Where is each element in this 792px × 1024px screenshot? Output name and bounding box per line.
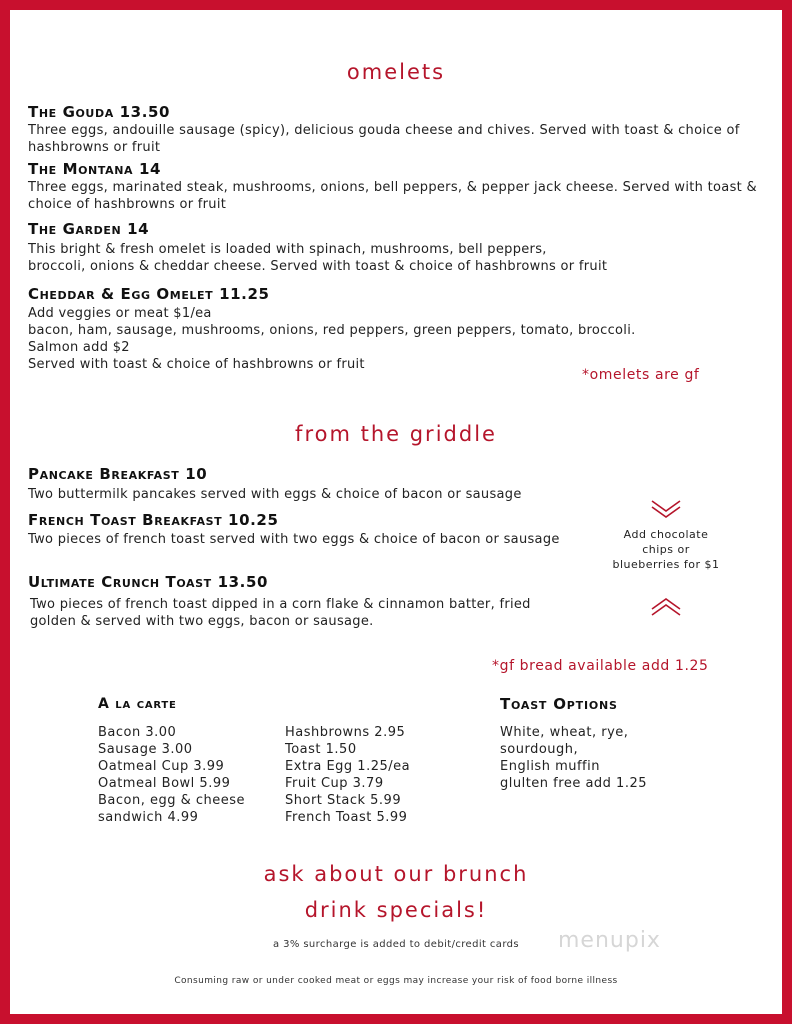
- list-item: Fruit Cup 3.79: [285, 776, 384, 791]
- a-la-carte-title: A la carte: [98, 696, 177, 712]
- item-gouda-name: The Gouda 13.50: [28, 103, 171, 121]
- chevron-down-icon: [648, 497, 684, 523]
- item-pancake-desc: Two buttermilk pancakes served with eggs & choice of bacon or sausage: [28, 487, 522, 502]
- gf-bread-note: *gf bread available add 1.25: [492, 658, 709, 674]
- desc-line: This bright & fresh omelet is loaded with spinach, mushrooms, bell peppers,: [28, 242, 547, 257]
- omelets-gf-note: *omelets are gf: [582, 367, 700, 383]
- food-safety-warning: Consuming raw or under cooked meat or eggs may increase your risk of food borne illness: [174, 976, 618, 986]
- desc-line: Salmon add $2: [28, 340, 130, 355]
- toast-options-list: [500, 724, 647, 792]
- item-pancake-name: Pancake Breakfast 10: [28, 465, 208, 483]
- list-item: English muffin: [500, 759, 600, 774]
- item-cheddar-desc: [28, 305, 768, 373]
- brunch-specials-line2: drink specials!: [304, 898, 488, 922]
- list-item: Toast 1.50: [285, 742, 357, 757]
- list-item: Oatmeal Bowl 5.99: [98, 776, 231, 791]
- desc-line: broccoli, onions & cheddar cheese. Served with toast & choice of hashbrowns or fruit: [28, 259, 608, 274]
- list-item: Bacon, egg & cheese: [98, 793, 246, 808]
- surcharge-note: a 3% surcharge is added to debit/credit cards: [272, 939, 520, 950]
- watermark-logo: menupix: [558, 928, 661, 953]
- menu-page: [10, 10, 782, 1014]
- list-item: Short Stack 5.99: [285, 793, 402, 808]
- list-item: sourdough,: [500, 742, 579, 757]
- list-item: sandwich 4.99: [98, 810, 199, 825]
- desc-line: bacon, ham, sausage, mushrooms, onions, red peppers, green peppers, tomato, broccoli.: [28, 323, 636, 338]
- list-item: French Toast 5.99: [285, 810, 408, 825]
- item-gouda-desc: Three eggs, andouille sausage (spicy), delicious gouda cheese and chives. Served with toast & choice of hashbrowns or fruit: [28, 123, 740, 155]
- add-ons-note: Add chocolate chips or blueberries for $1: [612, 528, 720, 571]
- list-item: Bacon 3.00: [98, 725, 177, 740]
- list-item: Extra Egg 1.25/ea: [285, 759, 411, 774]
- item-garden-name: The Garden 14: [28, 220, 150, 238]
- item-garden-desc: [28, 241, 768, 275]
- item-montana-desc: Three eggs, marinated steak, mushrooms, onions, bell peppers, & pepper jack cheese. Served with toast & choice of hashbrowns or fruit: [28, 180, 757, 212]
- item-crunch-toast-name: Ultimate Crunch Toast 13.50: [28, 573, 269, 591]
- item-cheddar-name: Cheddar & Egg Omelet 11.25: [28, 285, 270, 303]
- omelets-title: omelets: [346, 60, 446, 84]
- griddle-title: from the griddle: [295, 422, 497, 446]
- desc-line: Add veggies or meat $1/ea: [28, 306, 212, 321]
- toast-options-title: Toast Options: [500, 695, 618, 713]
- a-la-carte-col1: [98, 724, 245, 826]
- chevron-up-icon: [648, 593, 684, 619]
- list-item: Hashbrowns 2.95: [285, 725, 406, 740]
- item-french-toast-name: French Toast Breakfast 10.25: [28, 511, 279, 529]
- a-la-carte-col2: [285, 724, 410, 826]
- item-french-toast-desc: Two pieces of french toast served with two eggs & choice of bacon or sausage: [28, 532, 560, 547]
- list-item: glulten free add 1.25: [500, 776, 647, 791]
- item-crunch-toast-desc: Two pieces of french toast dipped in a corn flake & cinnamon batter, fried golden & served with two eggs, bacon or sausage.: [30, 597, 531, 629]
- list-item: White, wheat, rye,: [500, 725, 629, 740]
- list-item: Oatmeal Cup 3.99: [98, 759, 225, 774]
- desc-line: Served with toast & choice of hashbrowns or fruit: [28, 357, 365, 372]
- brunch-specials-line1: ask about our brunch: [263, 862, 529, 886]
- list-item: Sausage 3.00: [98, 742, 193, 757]
- item-montana-name: The Montana 14: [28, 160, 162, 178]
